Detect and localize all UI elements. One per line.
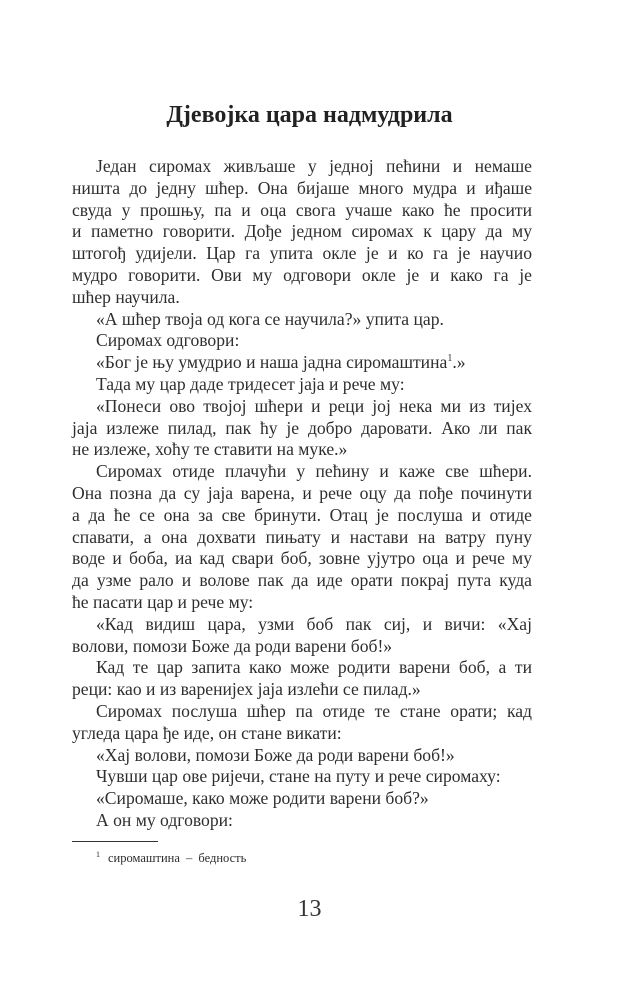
paragraph: [72, 330, 532, 352]
text-line: угледа цара ђе иде, он стане викати:: [72, 722, 342, 743]
footnote-marker: 1: [96, 849, 100, 859]
paragraph: [72, 396, 532, 461]
text-line: спавати, а она дохвати пињату и настави на ватру пуну: [72, 526, 532, 547]
text-line: «Хај волови, помози Боже да роди варени боб!»: [96, 744, 455, 765]
paragraph: [72, 766, 532, 788]
text-line: А он му одговори:: [96, 809, 233, 830]
text-line: не излеже, хоћу те ставити на муке.»: [72, 439, 348, 460]
footnote-ref: 1: [447, 353, 453, 365]
paragraph: [72, 701, 532, 745]
footnote-text: сиромаштина – бедность: [108, 851, 247, 865]
paragraph: [72, 745, 532, 767]
text-line: шћер научила.: [72, 286, 180, 307]
text-line: мудро говорити. Ови му одговори окле је и како га је: [72, 264, 532, 285]
text-line: Она позна да су јаја варена, и рече оцу да пође починути: [72, 482, 532, 503]
text-line: Чувши цар ове ријечи, стане на путу и рече сиромаху:: [96, 766, 501, 787]
text-line: «Бог је њу умудрио и наша јадна сиромаштина$^1$.»: [96, 352, 466, 373]
page-number: 13: [297, 896, 322, 922]
paragraph: [72, 657, 532, 701]
paragraph: [72, 810, 532, 832]
text-line: «Кад видиш цара, узми боб пак сиј, и вичи: «Хај: [96, 613, 532, 634]
text-line: воде и боба, иа кад свари боб, зовне ујутро оца и рече му: [72, 548, 532, 569]
text-line: а да ће се она за све бринути. Отац је послуша и отиде: [72, 504, 532, 525]
text-line: ће пасати цар и рече му:: [72, 591, 254, 612]
text-line: Сиромах послуша шћер па отиде те стане орати; кад: [96, 700, 532, 721]
paragraph: [72, 461, 532, 614]
page-title: Дјевојка цара надмудрила: [166, 102, 453, 128]
footnote-divider: [72, 841, 158, 842]
text-line: «А шћер твоја од кога се научила?» упита цар.: [96, 308, 444, 329]
text-line: волови, помози Боже да роди варени боб!»: [72, 635, 393, 656]
text-line: Тада му цар даде тридесет јаја и рече му:: [96, 373, 405, 394]
text-line: «Сиромаше, како може родити варени боб?»: [96, 788, 429, 809]
text-line: реци: као и из варенијех јаја излећи се пилад.»: [72, 679, 421, 700]
paragraph: [72, 156, 532, 309]
text-line: штогођ удијели. Цар га упита окле је и ко га је научио: [72, 243, 532, 264]
story-body: [72, 156, 532, 832]
text-line: Сиромах отиде плачући у пећину и каже све шћери.: [96, 461, 532, 482]
text-line: ништа до једну шћер. Она бијаше много мудра и иђаше: [72, 177, 532, 198]
paragraph: [72, 614, 532, 658]
text-line: и паметно говорити. Дође једном сиромах к цару да му: [72, 221, 532, 242]
paragraph: [72, 352, 532, 374]
text-line: Кад те цар запита како може родити варени боб, а ти: [96, 657, 532, 678]
text-line: свуда у прошњу, па и оца свога учаше како ће просити: [72, 199, 532, 220]
text-line: Сиромах одговори:: [96, 330, 240, 351]
text-line: Један сиромах живљаше у једној пећини и немаше: [96, 156, 532, 176]
footnote: [96, 851, 246, 866]
paragraph: [72, 374, 532, 396]
paragraph: [72, 788, 532, 810]
text-line: јаја излеже пилад, пак ћу је добро даровати. Ако ли пак: [72, 417, 532, 438]
text-line: да узме рало и волове пак да иде орати покрај пута куда: [72, 570, 532, 591]
paragraph: [72, 309, 532, 331]
text-line: «Понеси ово твојој шћери и реци јој нека ми из тијех: [96, 395, 532, 416]
